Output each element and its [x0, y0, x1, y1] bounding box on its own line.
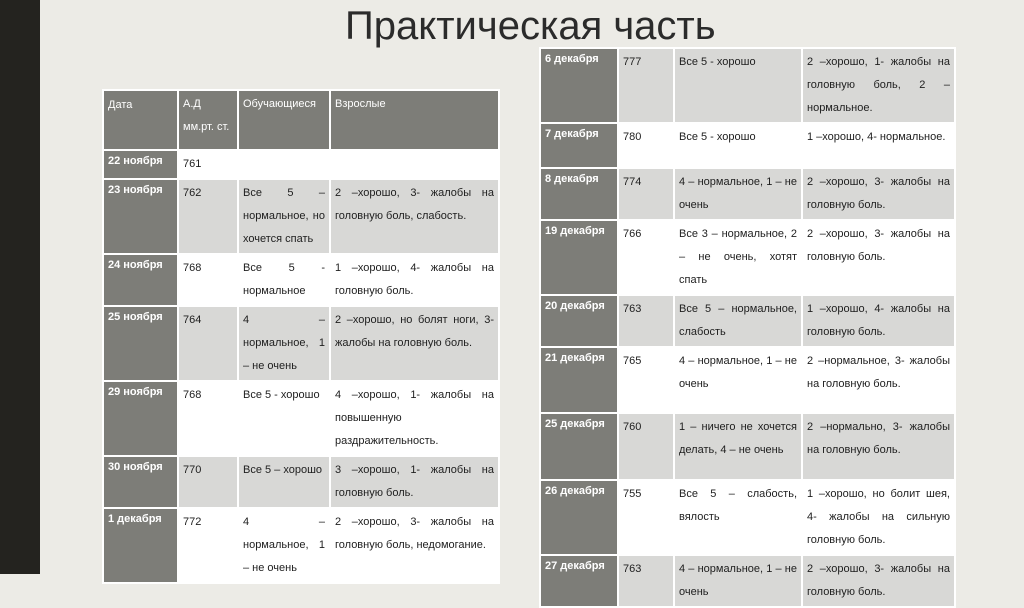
cell-date: 21 декабря: [540, 347, 618, 413]
cell-ad: 770: [178, 456, 238, 508]
cell-date: 27 декабря: [540, 555, 618, 607]
cell-ad: 772: [178, 508, 238, 583]
table-row: [540, 480, 955, 555]
cell-students: Все 5 - хорошо: [674, 123, 802, 168]
cell-students: Все 3 – нормальное, 2 – не очень, хотят спать: [674, 220, 802, 295]
cell-date: 7 декабря: [540, 123, 618, 168]
cell-adults: 2 –хорошо, 3- жалобы на головную боль, слабость.: [330, 179, 499, 254]
cell-students: Все 5 – нормальное, но хочется спать: [238, 179, 330, 254]
cell-ad: 768: [178, 254, 238, 306]
cell-adults: 2 –хорошо, 1- жалобы на головную боль, 2 – нормальное.: [802, 48, 955, 123]
cell-adults: 1 –хорошо, но болит шея, 4- жалобы на сильную головную боль.: [802, 480, 955, 555]
table-row: [540, 168, 955, 220]
cell-date: 1 декабря: [103, 508, 178, 583]
table-row: [540, 220, 955, 295]
cell-students: Все 5 - хорошо: [238, 381, 330, 456]
cell-date: 26 декабря: [540, 480, 618, 555]
table-row: [103, 179, 499, 254]
cell-students: Все 5 – слабость, вялость: [674, 480, 802, 555]
table-left: [102, 89, 500, 584]
cell-students: 1 – ничего не хочется делать, 4 – не очень: [674, 413, 802, 480]
table-row: [103, 254, 499, 306]
cell-students: 4 – нормальное, 1 – не очень: [674, 168, 802, 220]
cell-date: 30 ноября: [103, 456, 178, 508]
cell-ad: 755: [618, 480, 674, 555]
table-row: [103, 508, 499, 583]
cell-ad: 774: [618, 168, 674, 220]
header-date: Дата: [103, 90, 178, 150]
table-row: [540, 413, 955, 480]
cell-students: Все 5 - нормальное: [238, 254, 330, 306]
cell-students: 4 – нормальное, 1 – не очень: [238, 508, 330, 583]
cell-date: 20 декабря: [540, 295, 618, 347]
cell-adults: [330, 150, 499, 179]
cell-date: 29 ноября: [103, 381, 178, 456]
cell-students: Все 5 – хорошо: [238, 456, 330, 508]
left-accent-bar: [0, 0, 40, 574]
cell-date: 23 ноября: [103, 179, 178, 254]
cell-adults: 2 –хорошо, 3- жалобы на головную боль.: [802, 168, 955, 220]
table-row: [103, 456, 499, 508]
cell-students: 4 – нормальное, 1 – не очень: [238, 306, 330, 381]
cell-students: 4 – нормальное, 1 – не очень: [674, 555, 802, 607]
cell-date: 19 декабря: [540, 220, 618, 295]
cell-ad: 763: [618, 555, 674, 607]
cell-ad: 764: [178, 306, 238, 381]
cell-adults: 2 –хорошо, 3- жалобы на головную боль.: [802, 555, 955, 607]
cell-ad: 777: [618, 48, 674, 123]
cell-ad: 760: [618, 413, 674, 480]
table-row: [540, 48, 955, 123]
table-row: [540, 295, 955, 347]
cell-date: 24 ноября: [103, 254, 178, 306]
table-right: [539, 47, 956, 608]
header-students: Обучающиеся: [238, 90, 330, 150]
table-row: [103, 381, 499, 456]
table-row: [103, 150, 499, 179]
header-ad: А.Д мм.рт. ст.: [178, 90, 238, 150]
cell-students: Все 5 - хорошо: [674, 48, 802, 123]
header-adults: Взрослые: [330, 90, 499, 150]
cell-students: Все 5 – нормальное, слабость: [674, 295, 802, 347]
table-row: [540, 123, 955, 168]
cell-adults: 4 –хорошо, 1- жалобы на повышенную раздражительность.: [330, 381, 499, 456]
cell-adults: 2 –нормальное, 3- жалобы на головную боль.: [802, 347, 955, 413]
cell-ad: 765: [618, 347, 674, 413]
cell-adults: 1 –хорошо, 4- нормальное.: [802, 123, 955, 168]
cell-date: 22 ноября: [103, 150, 178, 179]
cell-date: 25 ноября: [103, 306, 178, 381]
table-row: [103, 306, 499, 381]
table-header-row: [103, 90, 499, 150]
cell-ad: 761: [178, 150, 238, 179]
cell-ad: 780: [618, 123, 674, 168]
cell-date: 25 декабря: [540, 413, 618, 480]
cell-date: 8 декабря: [540, 168, 618, 220]
table-row: [540, 555, 955, 607]
cell-adults: 2 –хорошо, 3- жалобы на головную боль.: [802, 220, 955, 295]
cell-students: [238, 150, 330, 179]
cell-ad: 763: [618, 295, 674, 347]
cell-adults: 2 –хорошо, 3- жалобы на головную боль, недомогание.: [330, 508, 499, 583]
cell-adults: 1 –хорошо, 4- жалобы на головную боль.: [330, 254, 499, 306]
cell-adults: 2 –нормально, 3- жалобы на головную боль.: [802, 413, 955, 480]
cell-adults: 3 –хорошо, 1- жалобы на головную боль.: [330, 456, 499, 508]
cell-adults: 2 –хорошо, но болят ноги, 3- жалобы на головную боль.: [330, 306, 499, 381]
table-row: [540, 347, 955, 413]
cell-ad: 768: [178, 381, 238, 456]
cell-students: 4 – нормальное, 1 – не очень: [674, 347, 802, 413]
slide-title: Практическая часть: [345, 4, 716, 48]
cell-date: 6 декабря: [540, 48, 618, 123]
cell-adults: 1 –хорошо, 4- жалобы на головную боль.: [802, 295, 955, 347]
cell-ad: 766: [618, 220, 674, 295]
cell-ad: 762: [178, 179, 238, 254]
